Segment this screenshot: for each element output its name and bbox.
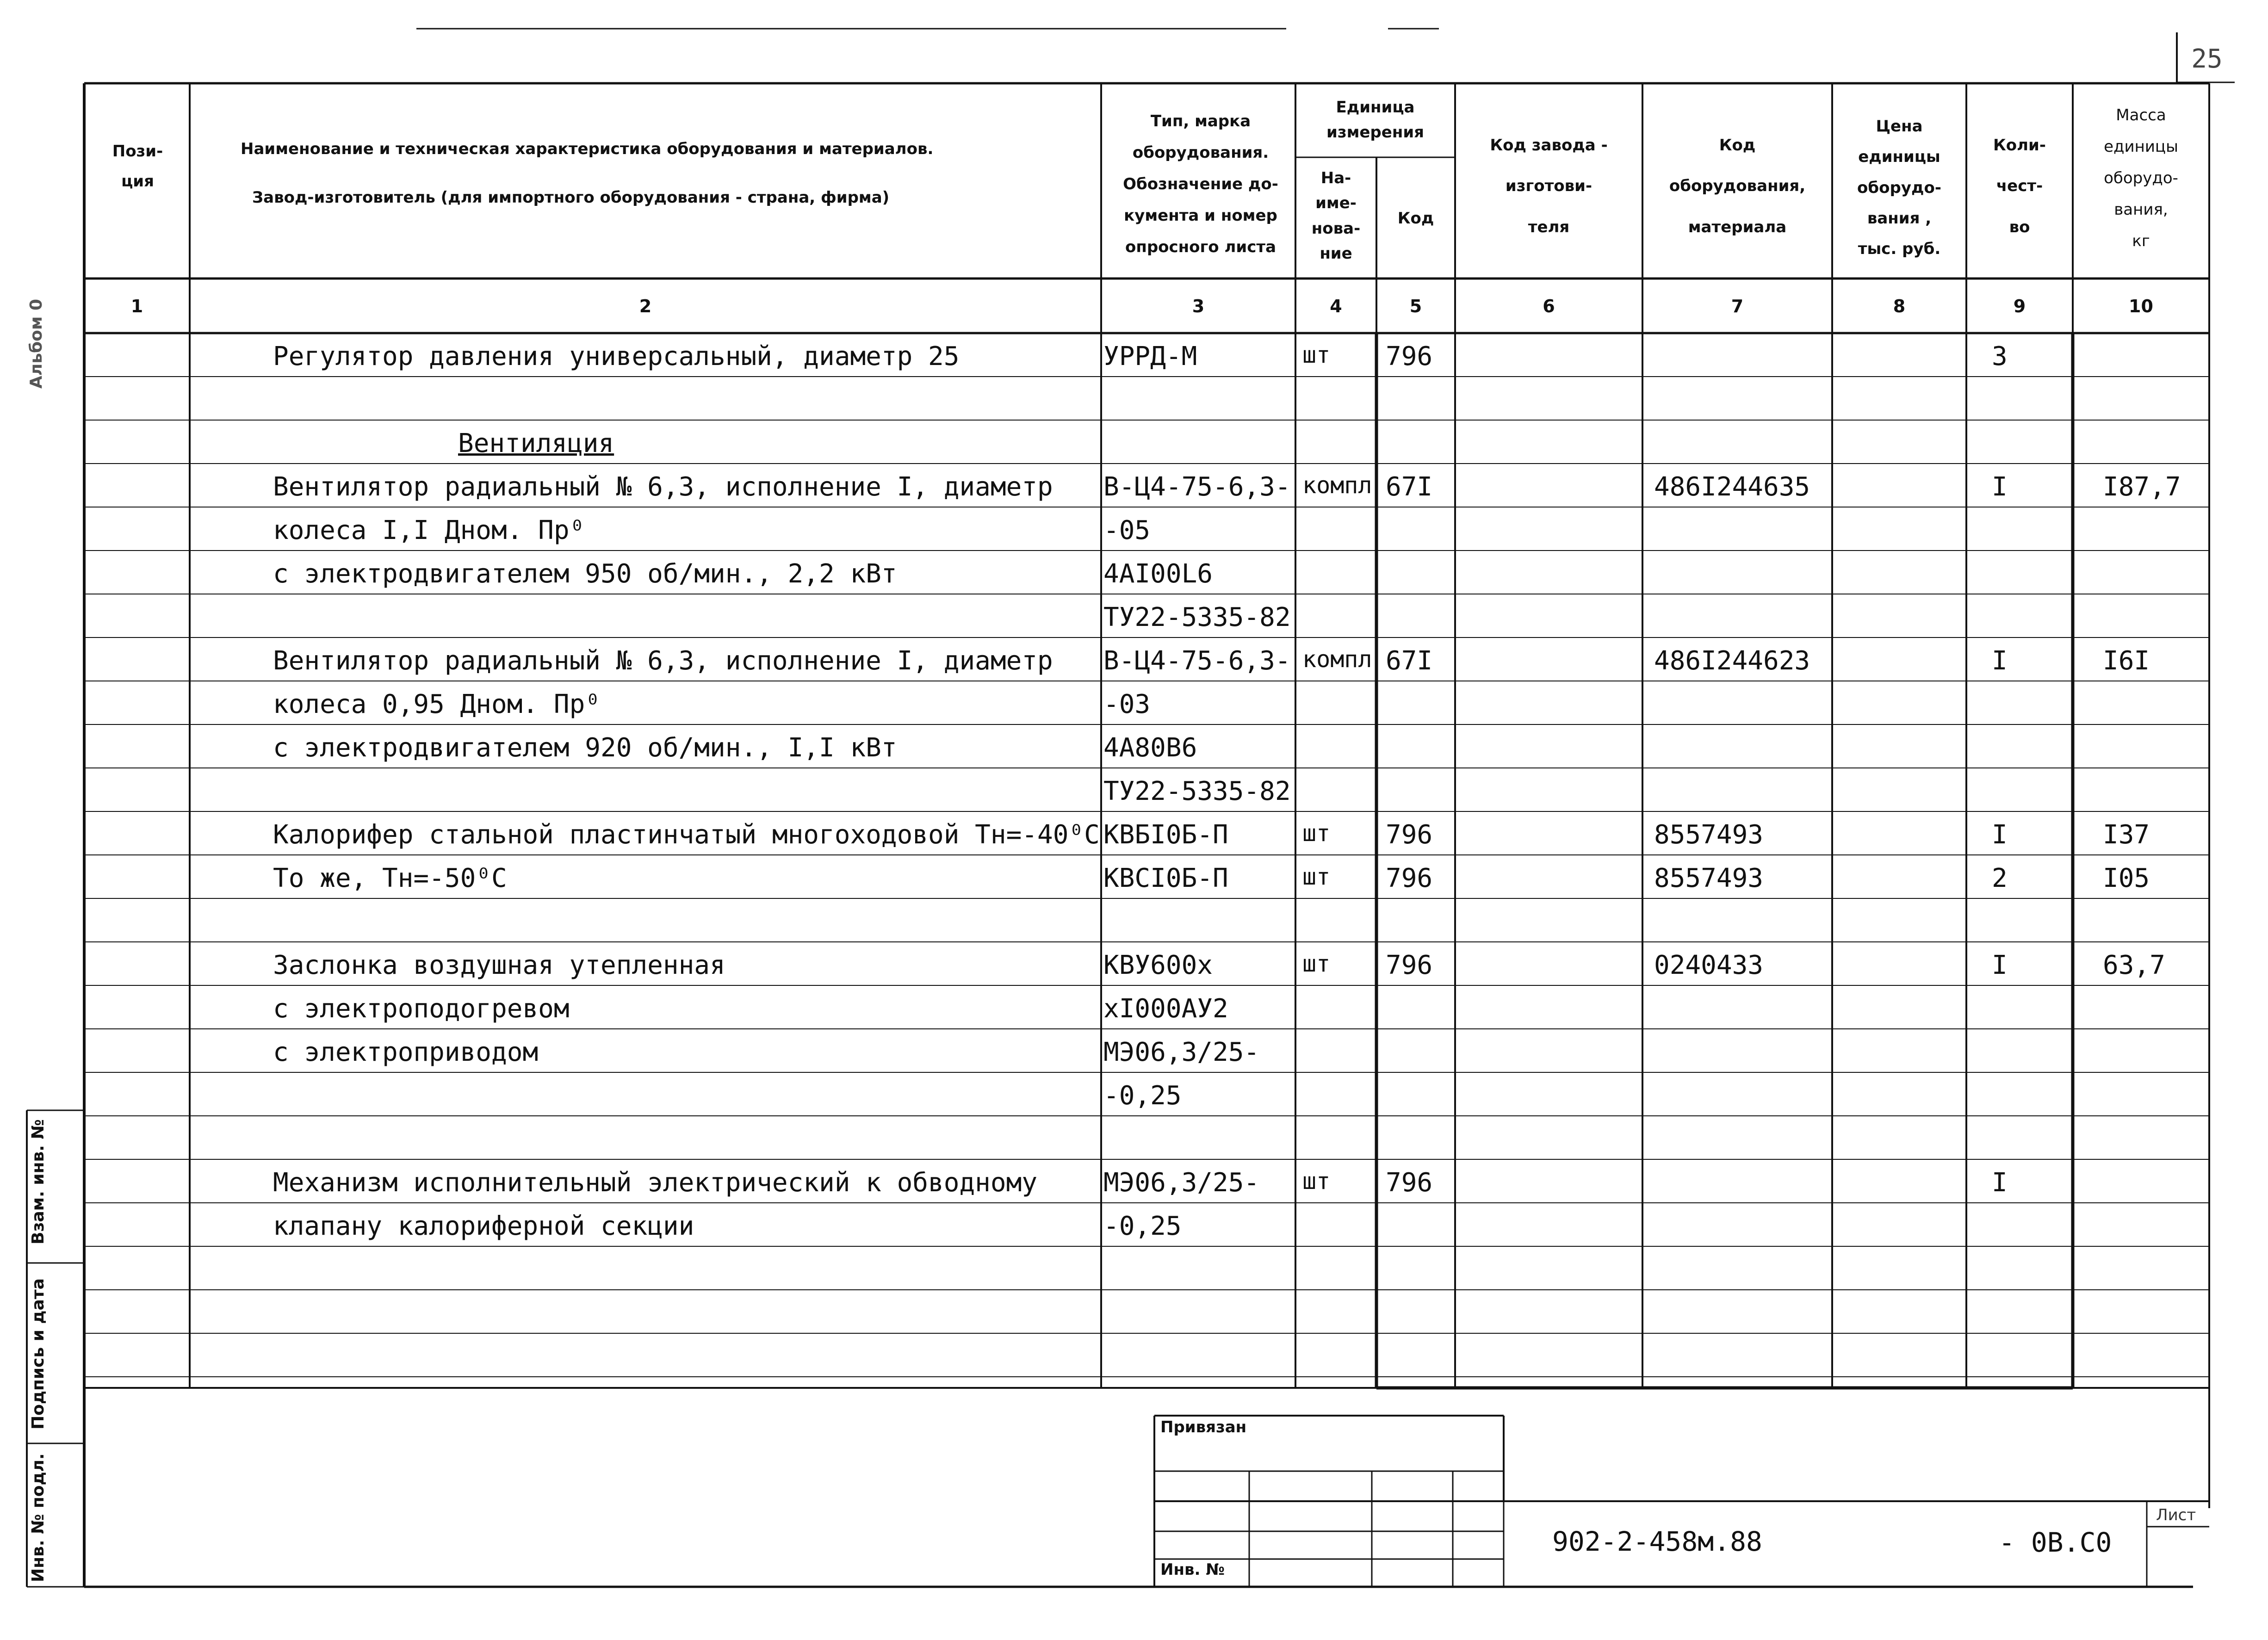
header-unit-code: Код (1397, 209, 1434, 228)
cell-name: Регулятор давления универсальный, диаметр 25 (273, 341, 960, 371)
cell-type: ТУ22-5335-82 (1103, 776, 1291, 806)
cell-code: 67I (1386, 472, 1433, 502)
header-position: Пози- ция (112, 142, 163, 191)
cell-type: КВСI0Б-П (1103, 863, 1228, 893)
header-name-line2: Завод-изготовитель (для импортного оборудования - страна, фирма) (252, 188, 890, 207)
cell-qty: I (1992, 820, 2008, 850)
cell-name: Вентилятор радиальный № 6,3, исполнение I, диаметр (273, 472, 1053, 502)
cell-type: МЭ06,3/25- (1103, 1168, 1260, 1198)
column-number-3: 3 (1192, 296, 1205, 316)
column-number-1: 1 (130, 296, 143, 316)
cell-unit: компл (1302, 646, 1372, 673)
column-number-6: 6 (1543, 296, 1555, 316)
column-number-9: 9 (2013, 296, 2026, 316)
cell-code: 796 (1386, 1168, 1433, 1198)
cell-type: хI000АУ2 (1103, 994, 1228, 1024)
column-number-8: 8 (1893, 296, 1906, 316)
margin-sign-label: Подпись и дата (29, 1278, 48, 1430)
cell-unit: шт (1302, 863, 1331, 890)
cell-type: В-Ц4-75-6,3- (1103, 472, 1291, 502)
cell-name: колеса I,I Дном. Пр⁰ (273, 515, 585, 545)
cell-name: с электроприводом (273, 1037, 539, 1067)
header-mass: Масса единицы оборудо- вания, кг (2104, 106, 2178, 250)
header-type: Тип, марка оборудования. Обозначение до- кумента и номер опросного листа (1123, 112, 1278, 256)
cell-name: с электродвигателем 950 об/мин., 2,2 кВт (273, 559, 897, 589)
cell-qty: I (1992, 1168, 2008, 1198)
cell-mass: I05 (2103, 863, 2150, 893)
cell-equip-code: 8557493 (1654, 863, 1764, 893)
cell-mass: I6I (2103, 646, 2150, 676)
cell-qty: 3 (1992, 341, 2008, 371)
cell-name: То же, Тн=-50⁰С (273, 863, 507, 893)
cell-type: УРРД-М (1103, 341, 1197, 371)
cell-type: -0,25 (1103, 1081, 1182, 1111)
cell-name: Механизм исполнительный электрический к обводному (273, 1168, 1038, 1198)
cell-type: 4AI00L6 (1103, 559, 1213, 589)
cell-code: 796 (1386, 950, 1433, 980)
cell-type: В-Ц4-75-6,3- (1103, 646, 1291, 676)
document-suffix: - 0B.C0 (1999, 1527, 2112, 1558)
column-number-5: 5 (1409, 296, 1422, 316)
column-number-2: 2 (639, 296, 652, 316)
cell-code: 796 (1386, 863, 1433, 893)
cell-equip-code: 486I244623 (1654, 646, 1810, 676)
cell-name: Заслонка воздушная утепленная (273, 950, 725, 980)
cell-type: ТУ22-5335-82 (1103, 602, 1291, 632)
stamp-inv-label: Инв. № (1160, 1560, 1225, 1579)
cell-equip-code: 8557493 (1654, 820, 1764, 850)
header-equipment-code: Код оборудования, материала (1669, 136, 1806, 236)
sheet-label: Лист (2156, 1506, 2196, 1524)
cell-unit: шт (1302, 820, 1331, 847)
cell-mass: I87,7 (2103, 472, 2181, 502)
margin-album-label: Альбом 0 (27, 299, 46, 389)
header-price: Цена единицы оборудо- вания , тыс. руб. (1857, 117, 1941, 259)
cell-code: 796 (1386, 341, 1433, 371)
margin-orig-label: Инв. № подл. (29, 1453, 48, 1582)
cell-name: клапану калориферной секции (273, 1211, 694, 1241)
cell-qty: I (1992, 646, 2008, 676)
cell-qty: 2 (1992, 863, 2008, 893)
column-number-7: 7 (1731, 296, 1744, 316)
header-name-line1: Наименование и техническая характеристика оборудования и материалов. (241, 140, 934, 158)
cell-type: -05 (1103, 515, 1151, 545)
cell-type: МЭ06,3/25- (1103, 1037, 1260, 1067)
header-unit-name: На- име- нова- ние (1311, 169, 1361, 263)
cell-code: 67I (1386, 646, 1433, 676)
cell-name: с электродвигателем 920 об/мин., I,I кВт (273, 733, 897, 763)
cell-mass: 63,7 (2103, 950, 2165, 980)
cell-mass: I37 (2103, 820, 2150, 850)
cell-equip-code: 486I244635 (1654, 472, 1810, 502)
margin-inv-label: Взам. инв. № (29, 1119, 48, 1244)
cell-type: -03 (1103, 689, 1151, 719)
cell-name: колеса 0,95 Дном. Пр⁰ (273, 689, 601, 719)
header-quantity: Коли- чест- во (1993, 136, 2046, 236)
cell-type: КВУ600х (1103, 950, 1213, 980)
cell-unit: шт (1302, 1168, 1331, 1194)
cell-type: КВБI0Б-П (1103, 820, 1228, 850)
cell-unit: шт (1302, 950, 1331, 977)
column-number-4: 4 (1330, 296, 1342, 316)
cell-qty: I (1992, 950, 2008, 980)
column-number-10: 10 (2129, 296, 2153, 316)
cell-code: 796 (1386, 820, 1433, 850)
document-code: 902-2-458м.88 (1552, 1526, 1762, 1557)
cell-name: Вентиляция (458, 428, 614, 458)
cell-equip-code: 0240433 (1654, 950, 1764, 980)
cell-name: Вентилятор радиальный № 6,3, исполнение I, диаметр (273, 646, 1053, 676)
page-number: 25 (2191, 44, 2223, 74)
bound-label: Привязан (1160, 1418, 1247, 1436)
header-manufacturer-code: Код завода - изготови- теля (1490, 136, 1608, 236)
cell-type: 4A80B6 (1103, 733, 1197, 763)
cell-unit: шт (1302, 341, 1331, 368)
cell-unit: компл (1302, 472, 1372, 499)
cell-qty: I (1992, 472, 2008, 502)
cell-type: -0,25 (1103, 1211, 1182, 1241)
cell-name: Калорифер стальной пластинчатый многоходовой Тн=-40⁰С (273, 820, 1100, 850)
header-unit-group: Единица измерения (1326, 98, 1424, 142)
cell-name: с электроподогревом (273, 994, 570, 1024)
